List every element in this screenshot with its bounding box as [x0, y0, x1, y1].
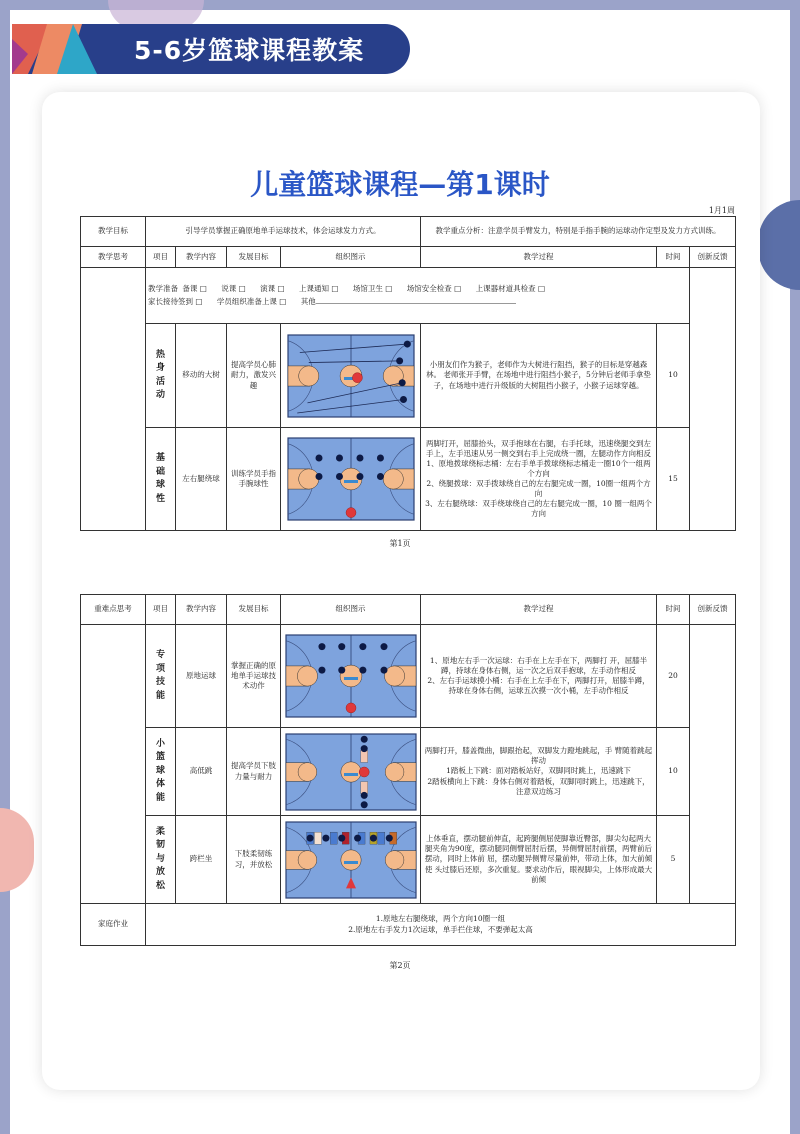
prep-cell [146, 268, 690, 324]
header-cell: 发展目标 [227, 595, 281, 625]
process-text: 两脚打开，膝盖微曲，脚跟抬起，双脚发力蹬地跳起，手 臂随着跳起挥动 [424, 746, 653, 766]
player-dot [360, 745, 367, 752]
process-text: 两脚打开，屈膝抬头，双手抱球在右腿，右手托球，迅速绕腿交到左手上，左手迅速从另一侧交到右手上完成绕一圈，左腿动作方向相反 [426, 438, 651, 458]
header-cell: 教学过程 [421, 247, 657, 268]
header-cell: 重难点思考 [81, 595, 146, 625]
coach-ball [352, 372, 362, 382]
table-row [81, 816, 736, 904]
header-cell: 发展目标 [227, 247, 281, 268]
prep-checkbox[interactable]: 备课 □ [182, 283, 207, 293]
process-text: 2、绕腿拨球：双手拨球绕自己的左右腿完成一圈，10圈一组两个方向 [426, 479, 651, 499]
court-diagram [287, 334, 415, 418]
player-dot [369, 834, 376, 841]
header-cell: 教学过程 [421, 595, 657, 625]
time-cell: 10 [657, 324, 690, 428]
center-logo-band [344, 773, 358, 776]
player-dot [338, 643, 345, 650]
player-dot [380, 643, 387, 650]
coach-ball [359, 767, 369, 777]
thinking-cell [81, 268, 146, 531]
prep-other-line[interactable] [316, 303, 516, 304]
coach-ball [346, 508, 356, 518]
cone-marker [360, 781, 367, 793]
process-cell [421, 428, 657, 531]
item-label: 小篮球体能 [156, 738, 166, 803]
free-throw-circle [385, 850, 404, 869]
player-dot [398, 379, 405, 386]
player-dot [322, 834, 329, 841]
table-row [81, 728, 736, 816]
coach-ball [346, 703, 356, 713]
cone-marker [360, 750, 367, 762]
court-diagram [285, 733, 417, 811]
header-cell: 组织图示 [281, 247, 421, 268]
item-label: 热身活动 [156, 349, 166, 400]
player-dot [356, 473, 363, 480]
homework-item: 1.原地左右腿绕球，两个方向10圈一组 [375, 914, 506, 924]
header-cell: 时间 [657, 247, 690, 268]
goal-cell: 提高学员下肢力量与耐力 [227, 728, 281, 816]
header-cell: 教学内容 [176, 595, 227, 625]
goal-label: 教学目标 [81, 217, 146, 247]
header-cell: 教学思考 [81, 247, 146, 268]
content-cell: 跨栏坐 [176, 816, 227, 904]
player-dot [335, 455, 342, 462]
prep-checkbox[interactable]: 上课通知 □ [299, 283, 339, 293]
goal-cell: 训练学员手指手腕球性 [227, 428, 281, 531]
free-throw-circle [298, 469, 318, 489]
player-dot [359, 643, 366, 650]
player-dot [360, 801, 367, 808]
content-cell: 高低跳 [176, 728, 227, 816]
homework-label: 家庭作业 [81, 904, 146, 946]
homework-row [81, 904, 736, 946]
player-dot [399, 396, 406, 403]
free-throw-circle [298, 365, 318, 385]
header-cell: 项目 [146, 247, 176, 268]
focus-text: 教学重点分析：注意学员手臂发力，特别是手指手腕的运球动作定型及发力方式训练。 [421, 217, 736, 247]
decor-circle-left [0, 808, 34, 892]
time-cell: 5 [657, 816, 690, 904]
lesson-table-page2 [80, 594, 736, 946]
player-dot [360, 791, 367, 798]
feedback-cell [690, 268, 736, 531]
prep-checkbox[interactable]: 场馆卫生 □ [352, 283, 393, 293]
court-diagram [285, 634, 417, 718]
decor-circle-right [758, 200, 800, 290]
prep-checkbox[interactable]: 学员组织准备上课 □ [216, 296, 287, 306]
player-dot [380, 667, 387, 674]
table-row [81, 428, 736, 531]
free-throw-circle [298, 762, 317, 781]
prep-checkbox[interactable]: 演课 □ [260, 283, 285, 293]
goal-text: 引导学员掌握正确原地单手运球技术，体会运球发力方式。 [146, 217, 421, 247]
time-cell: 20 [657, 625, 690, 728]
player-dot [356, 455, 363, 462]
header-cell: 教学内容 [176, 247, 227, 268]
item-label: 专项技能 [156, 650, 166, 701]
time-cell: 10 [657, 728, 690, 816]
player-dot [318, 667, 325, 674]
center-logo [340, 849, 360, 869]
content-cell: 左右腿绕球 [176, 428, 227, 531]
free-throw-circle [385, 762, 404, 781]
prep-checkbox[interactable]: 说课 □ [221, 283, 246, 293]
player-dot [315, 455, 322, 462]
process-cell [421, 324, 657, 428]
homework-item: 2.原地左右手发力1次运球，单手拦住球，不要弹起太高 [348, 924, 533, 934]
cone-marker [377, 832, 384, 844]
free-throw-circle [384, 666, 404, 686]
cone-marker [314, 832, 321, 844]
prep-checkbox[interactable]: 上课器材道具检查 □ [475, 283, 546, 293]
court-diagram [287, 437, 415, 521]
player-dot [338, 834, 345, 841]
item-label: 柔韧与放松 [156, 826, 166, 891]
player-dot [403, 340, 410, 347]
process-text: 1、原地左右手一次运球：右手在上左手在下，两脚打 开，屈膝半蹲，持球在身体右侧，运一次之后双手抱球，左手动作相反 [429, 655, 648, 675]
header-cell: 创新反馈 [690, 247, 736, 268]
prep-checkbox[interactable]: 场馆安全检查 □ [406, 283, 462, 293]
process-cell [421, 816, 657, 904]
week-label: 1月1周 [708, 206, 735, 215]
content-cell: 原地运球 [176, 625, 227, 728]
feedback-cell [690, 625, 736, 904]
thinking-cell [81, 625, 146, 904]
time-cell: 15 [657, 428, 690, 531]
banner-title: 5-6岁篮球课程教案 [134, 36, 365, 65]
process-cell [421, 728, 657, 816]
player-dot [385, 834, 392, 841]
center-logo-band [344, 677, 358, 680]
center-logo-band [344, 480, 358, 483]
center-logo-band [344, 861, 358, 864]
table-row [81, 324, 736, 428]
document-title: 儿童篮球课程—第1课时 [250, 168, 550, 201]
player-dot [360, 735, 367, 742]
table-header-row [81, 595, 736, 625]
free-throw-circle [298, 850, 317, 869]
lesson-table-page1 [80, 216, 736, 531]
header-cell: 项目 [146, 595, 176, 625]
player-dot [306, 834, 313, 841]
item-label: 基础球性 [156, 453, 166, 504]
prep-label: 教学准备 [148, 283, 178, 293]
goal-cell: 提高学员心肺耐力，激发兴趣 [227, 324, 281, 428]
table-row [81, 625, 736, 728]
process-text: 小朋友们作为猴子，老师作为大树进行阻挡，猴子的目标是穿越森林。 老师张开手臂，在场地中进行阻挡小猴子，5分钟后老师手拿垫子，在场地中进行升级版的大树阻挡小猴子，小猴子运球穿越。 [426, 360, 651, 390]
goal-cell: 掌握正确的原地单手运球技术动作 [227, 625, 281, 728]
prep-other-label: 其他 [300, 296, 316, 306]
center-logo [340, 761, 360, 781]
free-throw-circle [297, 666, 317, 686]
homework-cell [146, 904, 736, 946]
page-number: 第1页 [389, 539, 411, 548]
player-dot [376, 473, 383, 480]
process-text: 3、左右腿绕球：双手绕球绕自己的左右腿完成一圈，10 圈一组两个方向 [425, 499, 652, 519]
cone-marker [330, 832, 337, 844]
process-text: 2、左右手运球摸小桶：右手在上左手在下，两脚打开，屈膝半蹲，持球在身体右侧，运球五次摸一次小桶，左手动作相反 [427, 676, 650, 696]
process-text: 1、原地拨球绕标志桶：左右手单手拨球绕标志桶走一圈10个一组两个方向 [426, 458, 651, 478]
page-number: 第2页 [389, 961, 411, 970]
process-text: 上体垂直，摆动腿前伸直，起跨腿侧屈使脚靠近臀部，脚尖勾起两大腿夹角为90度，摆动腿同侧臂屈肘后摆，异侧臂屈肘前摆，两臂前后摆动，同时上体前 屈，摆动腿异侧臂尽量前伸，带动上体，加大前倾使 头过膝后还原，多次重复。要求动作后，眼视脚尖，上体形成最大前倾 [424, 834, 653, 884]
prep-checkbox[interactable]: 家长接待签到 □ [148, 296, 203, 306]
free-throw-circle [383, 469, 403, 489]
player-dot [376, 455, 383, 462]
player-dot [335, 473, 342, 480]
header-cell: 时间 [657, 595, 690, 625]
process-text: 1踏板上下跳：面对踏板站好，双脚同时跳上，迅速跳下 [446, 766, 631, 776]
player-dot [315, 473, 322, 480]
header-cell: 创新反馈 [690, 595, 736, 625]
player-dot [396, 357, 403, 364]
player-dot [359, 667, 366, 674]
goal-cell: 下肢柔韧练习，并放松 [227, 816, 281, 904]
header-cell: 组织图示 [281, 595, 421, 625]
prep-row [81, 268, 736, 324]
player-dot [338, 667, 345, 674]
banner [12, 24, 410, 74]
court-diagram [285, 821, 417, 899]
player-dot [354, 834, 361, 841]
process-cell [421, 625, 657, 728]
player-dot [318, 643, 325, 650]
table-header-row [81, 247, 736, 268]
process-text: 2踏板横向上下跳：身体右侧对着踏板，双脚同时跳上，迅速跳下，注意双边练习 [427, 776, 650, 796]
content-cell: 移动的大树 [176, 324, 227, 428]
